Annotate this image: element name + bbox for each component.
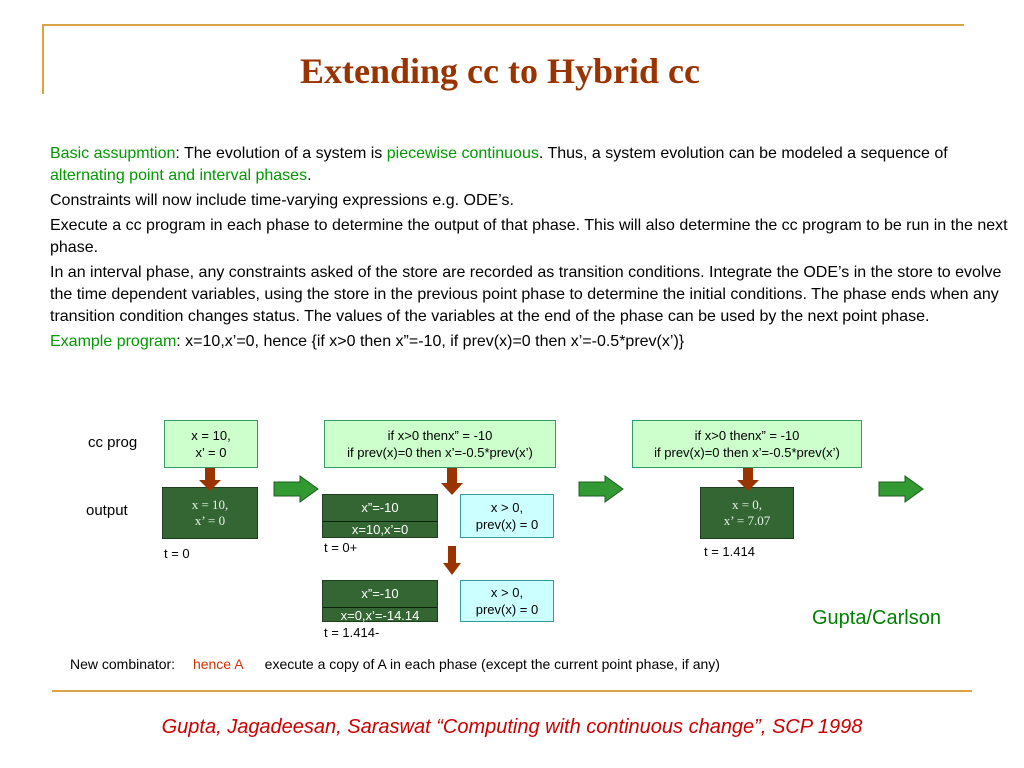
example-text: : x=10,x’=0, hence {if x>0 then x”=-10, if prev(x)=0 then x’=-0.5*prev(x’)} <box>176 333 685 350</box>
paragraph-constraints: Constraints will now include time-varying expressions e.g. ODE’s. <box>50 192 514 209</box>
program-phase-2-line2: if prev(x)=0 then x’=-0.5*prev(x’) <box>347 445 533 460</box>
program-initial-line2: x’ = 0 <box>195 445 227 460</box>
citation: Gupta, Jagadeesan, Saraswat “Computing with continuous change”, SCP 1998 <box>161 716 863 738</box>
program-box-initial <box>164 420 258 468</box>
output-t0-line1: x = 10, <box>191 497 229 512</box>
output-box-t1414 <box>700 487 794 539</box>
paragraph-interval-phase: In an interval phase, any constraints asked of the store are recorded as transition conditions. Integrate the ODE’s in the store to evolve the time dependent variables, using the store in the previous point phase to determine the initial conditions. The phase ends when any transition condition changes status. The values of the variables at the end of the phase can be used by the next point phase. <box>50 264 1002 325</box>
condition-t1414minus-line1: x > 0, <box>490 585 524 600</box>
assumption-term-phases: alternating point and interval phases <box>50 167 308 184</box>
slide-body <box>50 143 1010 356</box>
combinator-term: hence A <box>192 656 243 672</box>
down-arrow-prog-3 <box>736 468 760 492</box>
output-box-t0 <box>162 487 258 539</box>
example-label: Example program <box>50 333 177 350</box>
time-label-t0: t = 0 <box>164 546 190 561</box>
paragraph-example <box>50 331 1010 353</box>
combinator-line <box>70 656 720 672</box>
right-arrow-3 <box>878 475 924 503</box>
program-box-phase-2 <box>324 420 556 468</box>
right-arrow-2 <box>578 475 624 503</box>
row-label-cc-prog: cc prog <box>88 434 138 451</box>
down-arrow-prog-2 <box>440 468 464 496</box>
paragraph-assumption <box>50 143 1010 187</box>
row-label-output: output <box>86 502 128 519</box>
time-label-t1414minus: t = 1.414- <box>324 625 380 640</box>
program-phase-3-line2: if prev(x)=0 then x’=-0.5*prev(x’) <box>654 445 840 460</box>
combinator-label: New combinator: <box>70 656 176 672</box>
output-t1414minus-accel: x”=-10 <box>323 581 437 608</box>
program-initial-line1: x = 10, <box>191 428 231 443</box>
output-box-t1414minus <box>322 580 438 622</box>
time-label-t0plus: t = 0+ <box>324 540 358 555</box>
output-t1414minus-state: x=0,x’=-14.14 <box>340 608 420 623</box>
right-arrow-1 <box>273 475 319 503</box>
frame-bottom-line <box>52 690 972 692</box>
output-t0plus-state: x=10,x’=0 <box>351 522 409 537</box>
program-phase-3-line1: if x>0 thenx” = -10 <box>694 428 800 443</box>
assumption-term-piecewise: piecewise continuous <box>386 145 539 162</box>
output-t0-line2: x’ = 0 <box>194 513 226 528</box>
output-t1414-line1: x = 0, <box>731 497 763 512</box>
output-t0plus-accel: x”=-10 <box>323 495 437 522</box>
condition-t1414minus-line2: prev(x) = 0 <box>475 602 539 617</box>
condition-t0plus-line2: prev(x) = 0 <box>475 517 539 532</box>
condition-t0plus-line1: x > 0, <box>490 500 524 515</box>
time-label-t1414: t = 1.414 <box>704 544 755 559</box>
output-box-t0plus <box>322 494 438 538</box>
combinator-description: execute a copy of A in each phase (except the current point phase, if any) <box>264 656 720 672</box>
frame-top-line <box>42 24 964 26</box>
condition-box-t1414minus <box>460 580 554 622</box>
program-box-phase-3 <box>632 420 862 468</box>
condition-box-t0plus <box>460 494 554 538</box>
output-t1414-line2: x’ = 7.07 <box>723 513 771 528</box>
assumption-text-b: . Thus, a system evolution can be modeled a sequence of <box>538 145 948 162</box>
slide-title: Extending cc to Hybrid cc <box>300 51 700 91</box>
assumption-text-c: . <box>307 167 312 184</box>
program-phase-2-line1: if x>0 thenx” = -10 <box>387 428 493 443</box>
author-credit: Gupta/Carlson <box>812 607 941 629</box>
assumption-text-a: : The evolution of a system is <box>175 145 387 162</box>
assumption-label: Basic assupmtion <box>50 145 176 162</box>
down-arrow-interval <box>442 546 462 576</box>
down-arrow-prog-1 <box>198 468 222 492</box>
paragraph-execute: Execute a cc program in each phase to determine the output of that phase. This will also determine the cc program to be run in the next phase. <box>50 217 1008 256</box>
